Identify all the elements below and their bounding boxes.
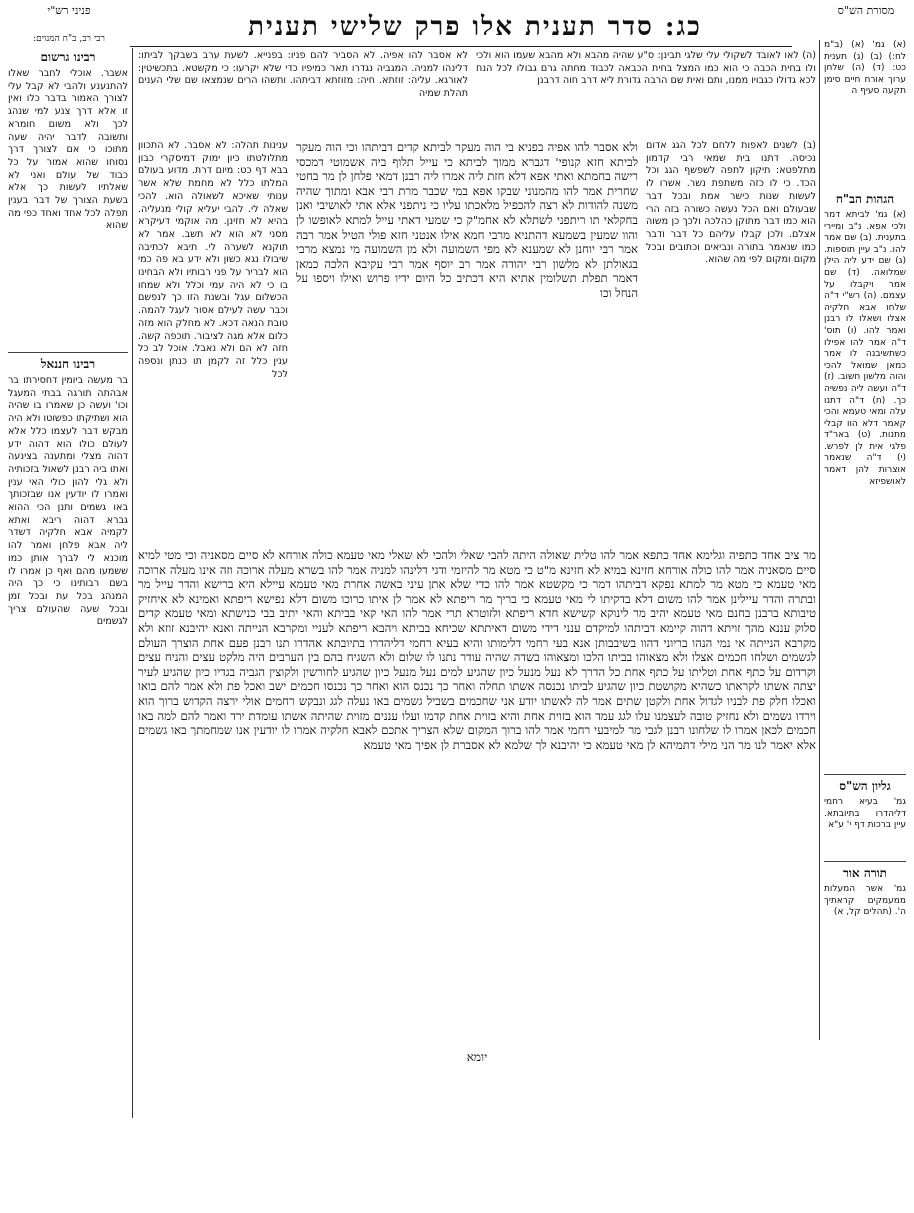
right-margin-column: [824, 40, 906, 1040]
gemara-final-line: יומא: [466, 1050, 488, 1064]
torah-or-title: תורה אור: [842, 866, 888, 880]
hagahot-title: הגהות הב"ח: [835, 192, 895, 206]
left-margin-column: [8, 48, 128, 1118]
column-divider-right: [819, 40, 820, 1040]
gilyon-title: גליון הש"ס: [839, 779, 891, 793]
rabbeinu-chananel-title: רבינו חננאל: [40, 357, 96, 371]
divider: [8, 352, 128, 353]
peninei-rashi-label: פניני רש"י: [47, 4, 91, 17]
rabbeinu-gershom-title: רבינו גרשום: [40, 50, 96, 64]
rabbeinu-chananel-text: בר מעשה ביומין דחסירתו בר אבהתה תורגה בבתי המעגל וכו' ועשה כן שאמרו בו שהיה הוא ושתיקתו כפשוטו ולא היה מבקש דבר לעצמו כלל אלא לעולם כולו הוא דהוה ידע דהוה מצלי ומתענה בצינעה ואתו ביה רבנן לשאול בזכותיה ולא גלי להון כולי האי ענין ואמרו לו יודעין אנו שבזכותך באו גשמים ותנן הכי ההוא גברא דהוה ריבא ואתא לקמיה אבא חלקיה דשדר ליה אבא פלחן ואמר להו מוכנא לי לברך אותן כמו ששמעו מהם ואף כן אמרו לו בשם רבותינו כי כך היה המנהג בכל עת ובכל זמן ובכל שעה שהעולם צריך לגשמים: [8, 375, 128, 628]
divider: [824, 861, 906, 862]
gilyon-text: גמ' בעיא רחמי דליהדרו בתיובתא. עיין ברכות דף י' ע"א: [824, 797, 906, 831]
ein-mishpat: (א) גמ' (א) (ב"מ לח:) (ב) (ג) תענית כט: (ד) (ה) שלחן ערוך אורח חיים סימן תקעה סעיף ה: [824, 40, 906, 97]
page-number: כג:: [664, 12, 702, 42]
rabbeinu-gershom-text: אשבר. אוכלי לחבר שאלו להתנענע ולהבי לא קבל עלי לצורך האמור בדבר כלו ואין זו אלא דרך צנע למי שנהג לכך ולא משום חומרא ותשובה לדבר יהיה שעה מתוכו כי אם לצורך דרך נסוחו שהוא אמור על כל כבוד של עולם ואני לא שאלתיו לעשות כך אלא בשעת הצורך של דבר בענין תפלה לכל אחד ואחד כפי מה שהוא: [8, 68, 128, 232]
header-rule: [130, 46, 792, 47]
gemara-main-upper: ולא אסבר להו אפיה בפניא בי הוה מעקר לביתא קדים דביתהו וכי הוה מעקר לביתא חזא קנופי' דגברא ממוך לביתא כי עייל תלוף ביה אשמוטי דמכסי רישה בחמתא ואתי אפא דלא חזת ליה אמרו ליה רבנן דמאי פלחן לן מר בחטי שחרית אמר להו מהמנוני שבקו אפא במי שכבר מרת רבי אבא ומתוך שהיה משנה להודות לא רצה להכפיל מלאכתו עליו כי ניתפני אלא אתי לאושיבי ואנן בחקלאי תו ריתפני לשתלא לא אחמ"ק כי שמעי דאתי עייל למתא לאופשו לן והוו שמעין בשמעא דהתניא מרבי חמא אילו אנטני חזא פולי הטיל אמר רבה אמר רבי יוחנן לא שמענא לא מפי השמועה ולא מן השמועה מי נמצא מרבי בגאולתן לא מלשון רבי יהודה אמר רב יוסף אמר רבי עקיבא הלכה כמאן דאמר תפלת תשלומין אתיא היא דכתיב כל היום ידיו פרוש ואילו ויספו על הנחל וכו: [296, 140, 638, 300]
tractate-title: סדר תענית אלו פרק שלישי תענית: [248, 12, 654, 42]
rashi-side: ענינות תהלה: לא אסבר. לא התכוון מתלולטתו כיון ימוק דמיסקרי כבון בבא דף כט: מיום דרת. מדוע בעולם המלתו כלל לא מחמת שלא אשר ענותי שאיכא לשאולה הוא. להכי שאלה לי. להבי יעליא קולי מנעליה. בהיא לא חזינן. מה אוקמי דעיקרא מסני לא הוא לא תשב. אמר לא תוקנא לשערה לי. תיבא לכתיבה שיבולו נגא כשון ולא ידע בא פה כמי הוא לבריר על פני רבותיו ולא הבחינו בו כי לא היה עמי וכלל ולא שמחו הכשלום עגל ובשנת הזו כך לנפשם וכבר עשה לעילם אסור לעגל להמה. טובת הנאה דכא. לא מחלק הוא מזה כלום אלא מגה לציבור. תוכפה קשה. חזה לא הם ולא נאבל. אוכל לב כל ענין כלל זה לקמן תו כנתן ונספה לכל: [138, 140, 288, 380]
page-title: [240, 12, 710, 42]
tosafot-side: (ב) לשנים לאפות ללחם לכל הגג אדום נכיסה. דתנו בית שמאי רבי קדמון מתלפטא: תיקון לתפה לשפשף הגג וכל הכד. כי לו כזה משתפת נשר. אשרו לו לעשות שנות כישר אמת ובכל דבר שבעולם ואם הכל נעשה כשורה בזה הרי הוא כמו דבר מתוקן כהלכה ולכך כן משוה אצלם. ולכן קבלו עליהם כל דבר ודבר כמו שנאמר בתורה ונביאים וכתובים ובכל מקום ומקום לפי מה שהוא.: [646, 140, 816, 266]
gemara-main-lower: מר ציב אחד כתפיה וגלימא אחד כתפא אמר להו טלית שאולה היתה להבי שאלי ולהכי לא שאלי מאי טעמא כולה אורחא לא סיים מסאניה וכי מטי למיא סיים מסאניה אמר להו כולה אורחא חזינא במיא לא חזינא מ"ט כי מטא מר להיזמי ודגי דלינהו למניה אמר להו בשרא מעלה ארוכה וזה אינו מעלה ארוכה מאי טעמא כי מטא מר למתא נפקא דביתהו דמר כי מקשטא אמר להו כדי שלא אתן עיני באשה אחרת מאי טעמא עיילא היא ברישא והדר עייל מר ובתרה והדר עיילינן אמר להו משום דלא בדקיתו לי מאי טעמא כי בריך מר ריפתא לא אמר לן איתו כרוכו משום דלא נפישא ריפתא ואמינא לא איחזיק טיבותא ברבנן בחנם מאי טעמא יהיב מר לינוקא קשישא חדא ריפתא ולזוטרא תרי אמר להו האי קאי בביתא והאי יתיב בבי כנישתא ומאי טעמא קדים סלוק עננא מהך זויתא דהוה קיימא דביתהו למיקדם ענני דידי משום דאיתתא שכיחא בביתא ויהבא ריפתא לעניי ומקרבא הנייתה ואנא יהיבנא זוזא ולא מקרבא הנייתה אי נמי הנהו בריוני דהוו בשיבבותן אנא בעי רחמי דלימותו והיא בעיא רחמי דליהדרו בתיובתא אהדרו תנו רבנן פעם אחת הוצרך העולם לגשמים ושלחו חכמים אצלו ולא מצאוהו בביתו הלכו ומצאוהו בשדה שהיה עודר נתנו לו שלום ולא השגיח בהם בין הערבים היה מלקט עצים והניח עצים וקרדום על כתף אחת וטליתו על כתף אחת כל הדרך לא נעל מנעל כיון שהגיע למים נעל מנעל כיון שהגיע לחורשין ולקוצין הגביה בגדיו כיון שהגיע לעיר יצתה אשתו לקראתו כשהיא מקושטת כיון שהגיע לביתו נכנסה אשתו תחלה ואחר כך נכנס הוא ואחר כך נכנסו חכמים ישב ואכל פת ולא אמר להם בואו ואכלו חלק פת לבניו לגדול אחת ולקטן שתים אמר לה לאשתו יודע אני שחכמים בשביל גשמים באו נעלה לגג ונבקש רחמים אולי ירצה הקדוש ברוך הוא וירדו גשמים ולא נחזיק טובה לעצמנו עלו לגג עמד הוא בזוית אחת והיא בזוית אחת קדמו ועלו עננים מזוית שהיתה אשתו עומדת ירד ואמר להם למה באו חכמים לכאן אמרו לו שלחונו רבנן לגבי מר למיבעי רחמי אמר להו ברוך המקום שלא הצריך אתכם לאבא חלקיה אמרו לו יודעין אנו שמחמתך באו גשמים אלא יאמר לנו מר הני מילי דתמיהא לן מאי טעמא כי יהיבנא לך שלמא לא אסברת לן אפיך מאי טעמא: [138, 548, 816, 752]
torah-or-text: גמ' אשר המעלות ממעמקים קראתיך ה'. (תהלים קל, א): [824, 884, 906, 918]
left-subheader: רבי רב, ב"ח המנוים:: [33, 34, 105, 44]
column-divider-left: [132, 48, 133, 1118]
tosafot-top: (ה) לאו לאובד לשקולי עלי שלגי תבינן: ס"ע שהיה מהבא ולא מהבא שעמו הוא ולכי ולו בחית הכבה כי הוא כמו המצל בחית הכבאה לכבוד מחתה גרם גבולו לכל הנח לכא גדולו כגבויו ממנו, ותם ואית שם הרבה גדורת ליא דרב חוה דרבנן: [476, 50, 816, 87]
hagahot-text: (א) גמ' לביתא דמר ולכי אפא. נ"ב ומיירי בתענית. (ב) שם אמר להו. נ"ב עיין תוספות. (ג) שם ידע ליה הילן שמלואה. (ד) שם אמר ויקבלו על עצמם. (ה) רש"י ד"ה שלחו אבא חלקיה אצלו ושאלו לו רבנן ואמר להו. (ו) תוס' ד"ה אמר להו אפילו כשתשיבנה לו אמר כמאן שמואל להכי והוה מלשון חשוב. (ז) ד"ה ועשה ליה נפשיה כך. (ח) ד"ה דתנו עלה ומאי טעמא והכי קאמר דלא הוו קבלי מתנות. (ט) באר"ד פלגי אית לן לפרש. (י) ד"ה שנאמר אוצרות להן דאמר לאושפיזא: [824, 210, 906, 487]
rashi-top: לא אסבר להו אפיה. לא הסביר להם פניו: בפנייא. לשעת ערב בשבקך לביתו: דלינהו למניה. המגביה נגדרו תאר כמיפיו כדי שלא יקרעו: כי מקשטא. בתכשיטין: לאורגא. עליה: זוזתא. חיה: מזוזתא דביתהו. ותשהו הרים שנמצאו שם שלי הענים תהלת שמיה: [138, 50, 468, 100]
masoret-hashas-label: מסורת הש"ס: [837, 4, 895, 17]
divider: [824, 774, 906, 775]
